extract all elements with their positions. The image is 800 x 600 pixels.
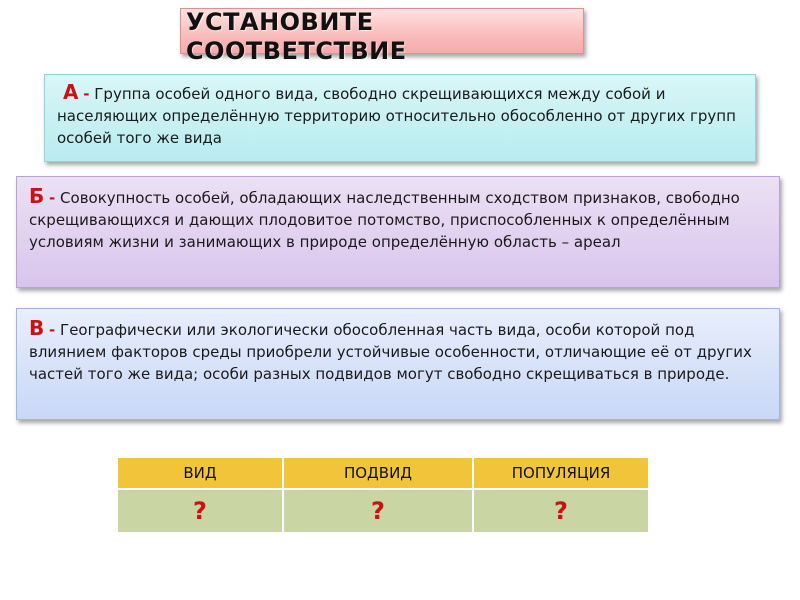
definition-card-b [16,176,780,288]
definition-dash-c: - [49,321,56,339]
table-answer-row [117,489,649,533]
answer-species[interactable]: ? [117,489,283,533]
definition-card-c [16,308,780,420]
definition-text-b: Совокупность особей, обладающих наследственным сходством признаков, свободно скрещивающихся и дающих плодовитое потомство, приспособленных к определённым условиям жизни и занимающих в природе определённую область – ареал [29,189,740,251]
slide-title: УСТАНОВИТЕ СООТВЕТСТВИЕ [186,8,407,65]
definition-dash-a: - [83,85,90,103]
answer-subspecies[interactable]: ? [283,489,473,533]
definition-card-a [44,74,756,162]
header-subspecies: ПОДВИД [283,457,473,489]
header-species: ВИД [117,457,283,489]
table-header-row [117,457,649,489]
matching-table [116,456,650,534]
definition-text-a: Группа особей одного вида, свободно скрещивающихся между собой и населяющих определённую территорию относительно обособленно от других групп особей того же вида [57,85,736,147]
answer-population[interactable]: ? [473,489,649,533]
header-population: ПОПУЛЯЦИЯ [473,457,649,489]
definition-dash-b: - [49,189,56,207]
definition-letter-b: Б [29,184,45,208]
definition-letter-a: А [63,80,79,104]
definition-text-c: Географически или экологически обособленная часть вида, особи которой под влиянием факторов среды приобрели устойчивые особенности, отличающие её от других частей того же вида; особи разных подвидов могут свободно скрещиваться в природе. [29,321,752,383]
definition-letter-c: В [29,316,45,340]
